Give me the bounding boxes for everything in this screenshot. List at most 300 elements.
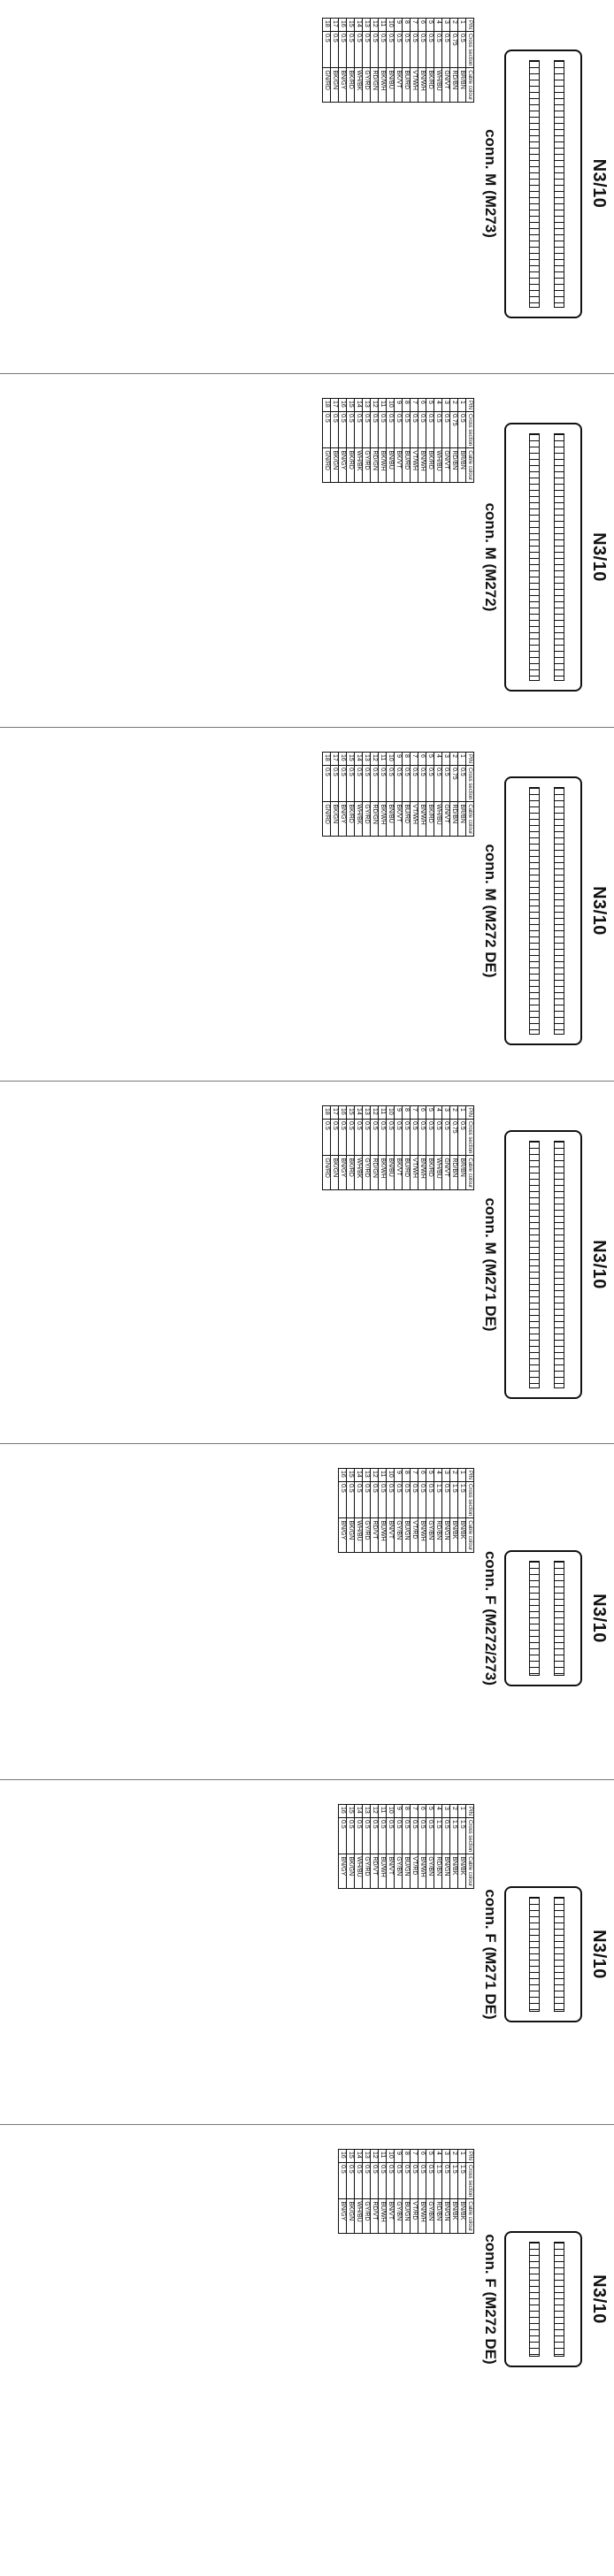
table-cell: 0.5 (434, 766, 442, 802)
connector-pin-row (529, 1561, 540, 1676)
table-cell: BN/BK (458, 1518, 466, 1553)
table-cell: 0.5 (371, 1818, 379, 1854)
table-cell: 0.5 (371, 1482, 379, 1518)
table-cell: BK/RD (426, 802, 434, 837)
connector-diagram (504, 1130, 582, 1399)
table-cell: 0.5 (395, 766, 403, 802)
table-cell: 0.5 (403, 412, 411, 448)
table-cell: 0.5 (379, 1482, 387, 1518)
pinout-section (0, 734, 614, 1088)
table-cell: 0.5 (403, 1482, 411, 1518)
table-cell: 8 (403, 1469, 411, 1482)
table-cell: 0.5 (403, 2163, 411, 2199)
table-cell: 0.5 (379, 412, 387, 448)
table-cell: 14 (355, 19, 363, 32)
table-cell: 7 (411, 19, 418, 32)
table-cell: VT/RD (411, 1854, 418, 1889)
table-cell: BU/GN (403, 1518, 411, 1553)
table-row (418, 2150, 426, 2234)
section-divider (0, 2124, 614, 2125)
table-cell: 12 (371, 1106, 379, 1120)
table-cell: 15 (347, 1469, 355, 1482)
table-cell: WH/BU (355, 1854, 363, 1889)
table-cell: 0.5 (363, 32, 371, 68)
table-row (411, 2150, 418, 2234)
connector-diagram (504, 1550, 582, 1686)
table-cell: BR/BN (458, 1156, 466, 1190)
table-cell: 0.5 (426, 1482, 434, 1518)
table-row (347, 19, 355, 103)
table-row (323, 19, 331, 103)
table-cell: 0.5 (395, 412, 403, 448)
table-cell: 11 (379, 753, 387, 766)
table-row (450, 2150, 458, 2234)
table-cell: BK/RD (426, 68, 434, 103)
column-header: PIN (466, 399, 474, 412)
table-row (458, 399, 466, 483)
section-divider (0, 727, 614, 728)
table-row (426, 1106, 434, 1190)
column-header: Cross section (466, 766, 474, 802)
table-cell: 5 (426, 1106, 434, 1120)
pinout-section (0, 380, 614, 734)
table-cell: BN/GN (442, 2199, 450, 2234)
table-row (379, 1805, 387, 1889)
table-cell: RD/BN (450, 1156, 458, 1190)
table-cell: 1.5 (458, 1482, 466, 1518)
connector-pin-row (554, 787, 564, 1035)
table-cell: BK/RD (347, 1156, 355, 1190)
connector-pin-row (554, 1561, 564, 1676)
table-cell: BR/BN (458, 68, 466, 103)
table-cell: 8 (403, 19, 411, 32)
table-row (387, 1805, 395, 1889)
pin-table (322, 398, 474, 483)
connector-diagram (504, 776, 582, 1045)
table-row (418, 753, 426, 837)
table-row (331, 1106, 339, 1190)
column-header: Cable colour (466, 802, 474, 837)
table-cell: 0.5 (339, 1120, 347, 1156)
table-cell: 10 (387, 2150, 395, 2163)
component-title: N3/10 (589, 532, 609, 582)
table-cell: 0.5 (418, 2163, 426, 2199)
table-cell: 0.5 (387, 1482, 395, 1518)
component-title: N3/10 (589, 158, 609, 209)
table-cell: WH/BU (355, 2199, 363, 2234)
table-cell: 0.5 (411, 412, 418, 448)
table-cell: 16 (339, 2150, 347, 2163)
connector-diagram (504, 423, 582, 692)
table-cell: 17 (331, 399, 339, 412)
table-cell: BK/GN (331, 802, 339, 837)
table-cell: BK/GN (347, 1854, 355, 1889)
table-row (379, 2150, 387, 2234)
table-cell: RD/BN (434, 2199, 442, 2234)
table-cell: 12 (371, 1805, 379, 1818)
table-cell: BK/WH (379, 448, 387, 483)
connector-pin-row (529, 1897, 540, 2012)
table-cell: 10 (387, 1805, 395, 1818)
table-row (450, 753, 458, 837)
table-cell: RD/GN (371, 448, 379, 483)
table-cell: 13 (363, 1805, 371, 1818)
table-row (371, 19, 379, 103)
table-row (379, 1469, 387, 1553)
table-cell: GN/RD (323, 68, 331, 103)
table-row (395, 19, 403, 103)
table-cell: BK/GN (331, 1156, 339, 1190)
table-cell: 15 (347, 2150, 355, 2163)
table-row (395, 1805, 403, 1889)
table-cell: 8 (403, 2150, 411, 2163)
table-cell: 0.5 (355, 412, 363, 448)
table-cell: 0.5 (331, 32, 339, 68)
table-cell: 12 (371, 753, 379, 766)
table-cell: GN/VT (442, 802, 450, 837)
component-title: N3/10 (589, 2274, 609, 2324)
table-cell: BU/WH (379, 1518, 387, 1553)
table-row (442, 1469, 450, 1553)
table-cell: 0.5 (339, 2163, 347, 2199)
table-row (355, 753, 363, 837)
table-cell: BN/GY (339, 1156, 347, 1190)
table-cell: 0.5 (339, 1482, 347, 1518)
table-row (442, 1106, 450, 1190)
table-cell: 4 (434, 19, 442, 32)
table-cell: WH/BU (434, 68, 442, 103)
table-row (339, 399, 347, 483)
table-cell: 0.5 (363, 1482, 371, 1518)
table-cell: BU/RD (403, 802, 411, 837)
table-row (371, 1805, 379, 1889)
table-cell: 2 (450, 753, 458, 766)
table-cell: 0.5 (371, 412, 379, 448)
table-cell: 1 (458, 753, 466, 766)
column-header: Cable colour (466, 1518, 474, 1553)
table-row (403, 1106, 411, 1190)
table-row (450, 1106, 458, 1190)
table-row (363, 19, 371, 103)
table-row (418, 1805, 426, 1889)
table-row (403, 399, 411, 483)
table-cell: 11 (379, 1805, 387, 1818)
table-cell: 0.5 (411, 1120, 418, 1156)
table-cell: 1.5 (450, 1818, 458, 1854)
connector-title: conn. M (M272) (482, 502, 499, 612)
table-cell: BK/VT (395, 448, 403, 483)
table-cell: 16 (339, 19, 347, 32)
table-row (331, 753, 339, 837)
table-cell: VT/WH (411, 68, 418, 103)
table-cell: 18 (323, 19, 331, 32)
column-header: Cross section (466, 1818, 474, 1854)
table-cell: GN/VT (442, 448, 450, 483)
table-cell: 12 (371, 1469, 379, 1482)
connector-diagram (504, 2231, 582, 2367)
table-cell: GY/RD (363, 802, 371, 837)
table-cell: 0.5 (395, 1818, 403, 1854)
table-cell: BN/BK (450, 2199, 458, 2234)
table-cell: RD/GN (371, 1156, 379, 1190)
table-cell: BN/VT (387, 1518, 395, 1553)
table-cell: 0.5 (387, 412, 395, 448)
table-row (418, 1106, 426, 1190)
table-cell: 1.5 (458, 2163, 466, 2199)
table-row (426, 19, 434, 103)
table-cell: 0.5 (434, 412, 442, 448)
table-cell: 0.5 (458, 412, 466, 448)
connector-pin-row (554, 1141, 564, 1388)
pin-table (338, 1468, 474, 1553)
table-cell: BK/RD (347, 448, 355, 483)
connector-pin-row (554, 2242, 564, 2357)
table-cell: 0.5 (355, 2163, 363, 2199)
table-row (363, 753, 371, 837)
table-row (387, 2150, 395, 2234)
table-cell: GY/BN (395, 1518, 403, 1553)
table-cell: 0.5 (347, 1482, 355, 1518)
table-cell: 0.5 (403, 766, 411, 802)
column-header: Cable colour (466, 1854, 474, 1889)
table-cell: 9 (395, 2150, 403, 2163)
table-cell: BU/WH (379, 2199, 387, 2234)
table-cell: BN/VT (387, 2199, 395, 2234)
table-cell: 17 (331, 19, 339, 32)
table-cell: 0.5 (418, 1120, 426, 1156)
column-header: Cable colour (466, 448, 474, 483)
table-cell: 0.75 (450, 1120, 458, 1156)
table-cell: GY/RD (363, 1854, 371, 1889)
pinout-section (0, 0, 614, 367)
table-cell: RD/BN (450, 68, 458, 103)
table-row (395, 1469, 403, 1553)
table-cell: VT/WH (411, 448, 418, 483)
table-row (387, 399, 395, 483)
table-row (395, 1106, 403, 1190)
table-cell: 0.5 (442, 2163, 450, 2199)
table-row (442, 753, 450, 837)
table-cell: RD/BN (450, 802, 458, 837)
table-cell: 2 (450, 1106, 458, 1120)
column-header: Cable colour (466, 1156, 474, 1190)
table-cell: 6 (418, 1106, 426, 1120)
table-cell: WH/BK (355, 448, 363, 483)
table-row (379, 19, 387, 103)
table-cell: 0.5 (379, 766, 387, 802)
table-cell: 1.5 (458, 1818, 466, 1854)
table-row (411, 399, 418, 483)
table-cell: BN/WH (418, 448, 426, 483)
table-cell: 14 (355, 399, 363, 412)
table-cell: 0.5 (418, 766, 426, 802)
table-cell: 0.5 (411, 32, 418, 68)
table-row (387, 753, 395, 837)
column-header: Cross section (466, 2163, 474, 2199)
table-cell: 2 (450, 1469, 458, 1482)
table-cell: 0.5 (363, 766, 371, 802)
pin-table (338, 2149, 474, 2234)
table-row (411, 1106, 418, 1190)
table-cell: 0.5 (379, 1120, 387, 1156)
table-row (347, 2150, 355, 2234)
table-cell: 3 (442, 1106, 450, 1120)
connector-pin-row (529, 787, 540, 1035)
table-cell: 0.5 (363, 2163, 371, 2199)
table-cell: 0.5 (395, 32, 403, 68)
table-cell: 0.75 (450, 412, 458, 448)
table-cell: 9 (395, 1106, 403, 1120)
connector-pin-row (529, 60, 540, 308)
table-row (363, 399, 371, 483)
pinout-section (0, 1088, 614, 1441)
table-cell: 14 (355, 753, 363, 766)
table-row (426, 399, 434, 483)
table-row (403, 1469, 411, 1553)
column-header: Cable colour (466, 2199, 474, 2234)
table-cell: 1 (458, 1469, 466, 1482)
table-cell: BN/BK (458, 1854, 466, 1889)
table-cell: 0.5 (418, 1818, 426, 1854)
table-row (347, 1469, 355, 1553)
table-cell: 0.5 (355, 766, 363, 802)
table-cell: 0.5 (371, 32, 379, 68)
table-cell: 0.5 (379, 32, 387, 68)
table-cell: 9 (395, 399, 403, 412)
table-cell: 6 (418, 1469, 426, 1482)
table-cell: BN/GY (339, 2199, 347, 2234)
table-cell: 0.5 (442, 1482, 450, 1518)
table-cell: 0.5 (395, 1482, 403, 1518)
table-cell: 0.5 (355, 1818, 363, 1854)
component-title: N3/10 (589, 886, 609, 936)
table-row (458, 1469, 466, 1553)
connector-pin-row (554, 60, 564, 308)
connector-pin-row (554, 433, 564, 681)
table-cell: 0.5 (403, 1120, 411, 1156)
table-cell: BK/WH (379, 68, 387, 103)
table-cell: GY/RD (363, 448, 371, 483)
table-cell: BN/GY (339, 1854, 347, 1889)
table-cell: RD/VT (371, 1854, 379, 1889)
table-cell: 0.5 (426, 1818, 434, 1854)
table-cell: 4 (434, 1805, 442, 1818)
table-cell: 9 (395, 753, 403, 766)
pin-table (322, 1105, 474, 1190)
table-row (403, 2150, 411, 2234)
table-cell: BN/WH (418, 1518, 426, 1553)
table-cell: WH/BK (355, 68, 363, 103)
table-row (450, 1805, 458, 1889)
table-cell: 3 (442, 753, 450, 766)
table-row (458, 1106, 466, 1190)
table-row (379, 753, 387, 837)
table-row (403, 753, 411, 837)
table-cell: 12 (371, 19, 379, 32)
table-cell: BK/RD (426, 1156, 434, 1190)
table-row (355, 1805, 363, 1889)
table-cell: BN/GY (339, 448, 347, 483)
table-cell: 10 (387, 19, 395, 32)
section-divider (0, 1443, 614, 1444)
table-cell: 11 (379, 1469, 387, 1482)
table-cell: 0.5 (395, 2163, 403, 2199)
table-row (434, 753, 442, 837)
table-cell: 0.5 (379, 1818, 387, 1854)
table-row (371, 1106, 379, 1190)
table-row (363, 1106, 371, 1190)
table-cell: GY/BN (395, 2199, 403, 2234)
table-row (371, 1469, 379, 1553)
table-cell: 10 (387, 753, 395, 766)
table-row (331, 399, 339, 483)
table-cell: 0.5 (442, 1120, 450, 1156)
table-cell: 9 (395, 19, 403, 32)
table-cell: 5 (426, 19, 434, 32)
table-cell: 0.5 (426, 412, 434, 448)
table-cell: 0.5 (355, 32, 363, 68)
table-cell: BK/VT (395, 68, 403, 103)
table-cell: 0.5 (411, 2163, 418, 2199)
table-cell: BN/BU (387, 68, 395, 103)
table-row (418, 399, 426, 483)
table-row (395, 753, 403, 837)
table-cell: 0.75 (450, 32, 458, 68)
table-row (426, 2150, 434, 2234)
table-cell: 4 (434, 753, 442, 766)
table-cell: 8 (403, 399, 411, 412)
table-cell: GN/VT (442, 1156, 450, 1190)
table-cell: BN/GY (339, 1518, 347, 1553)
table-cell: 0.5 (418, 32, 426, 68)
table-cell: 1 (458, 1805, 466, 1818)
section-divider (0, 373, 614, 374)
table-cell: 8 (403, 1805, 411, 1818)
table-row (339, 2150, 347, 2234)
table-cell: 0.5 (426, 32, 434, 68)
table-cell: 0.5 (434, 1120, 442, 1156)
table-row (323, 753, 331, 837)
table-cell: 0.5 (347, 32, 355, 68)
table-row (434, 1469, 442, 1553)
table-row (434, 1106, 442, 1190)
table-cell: BN/VT (387, 1854, 395, 1889)
column-header: PIN (466, 19, 474, 32)
connector-diagram (504, 1886, 582, 2022)
table-cell: 0.5 (363, 1120, 371, 1156)
table-cell: 18 (323, 1106, 331, 1120)
table-cell: 0.5 (411, 766, 418, 802)
table-row (411, 1469, 418, 1553)
table-cell: 0.5 (387, 1120, 395, 1156)
table-cell: 15 (347, 399, 355, 412)
table-cell: 3 (442, 2150, 450, 2163)
table-cell: 13 (363, 19, 371, 32)
table-row (395, 399, 403, 483)
table-cell: 4 (434, 399, 442, 412)
table-cell: 1 (458, 1106, 466, 1120)
table-cell: 1 (458, 19, 466, 32)
table-row (355, 19, 363, 103)
table-cell: 5 (426, 399, 434, 412)
table-row (387, 19, 395, 103)
table-row (434, 399, 442, 483)
column-header: PIN (466, 1469, 474, 1482)
table-cell: BN/WH (418, 2199, 426, 2234)
table-cell: 5 (426, 753, 434, 766)
connector-title: conn. M (M273) (482, 129, 499, 238)
table-cell: 0.5 (339, 32, 347, 68)
